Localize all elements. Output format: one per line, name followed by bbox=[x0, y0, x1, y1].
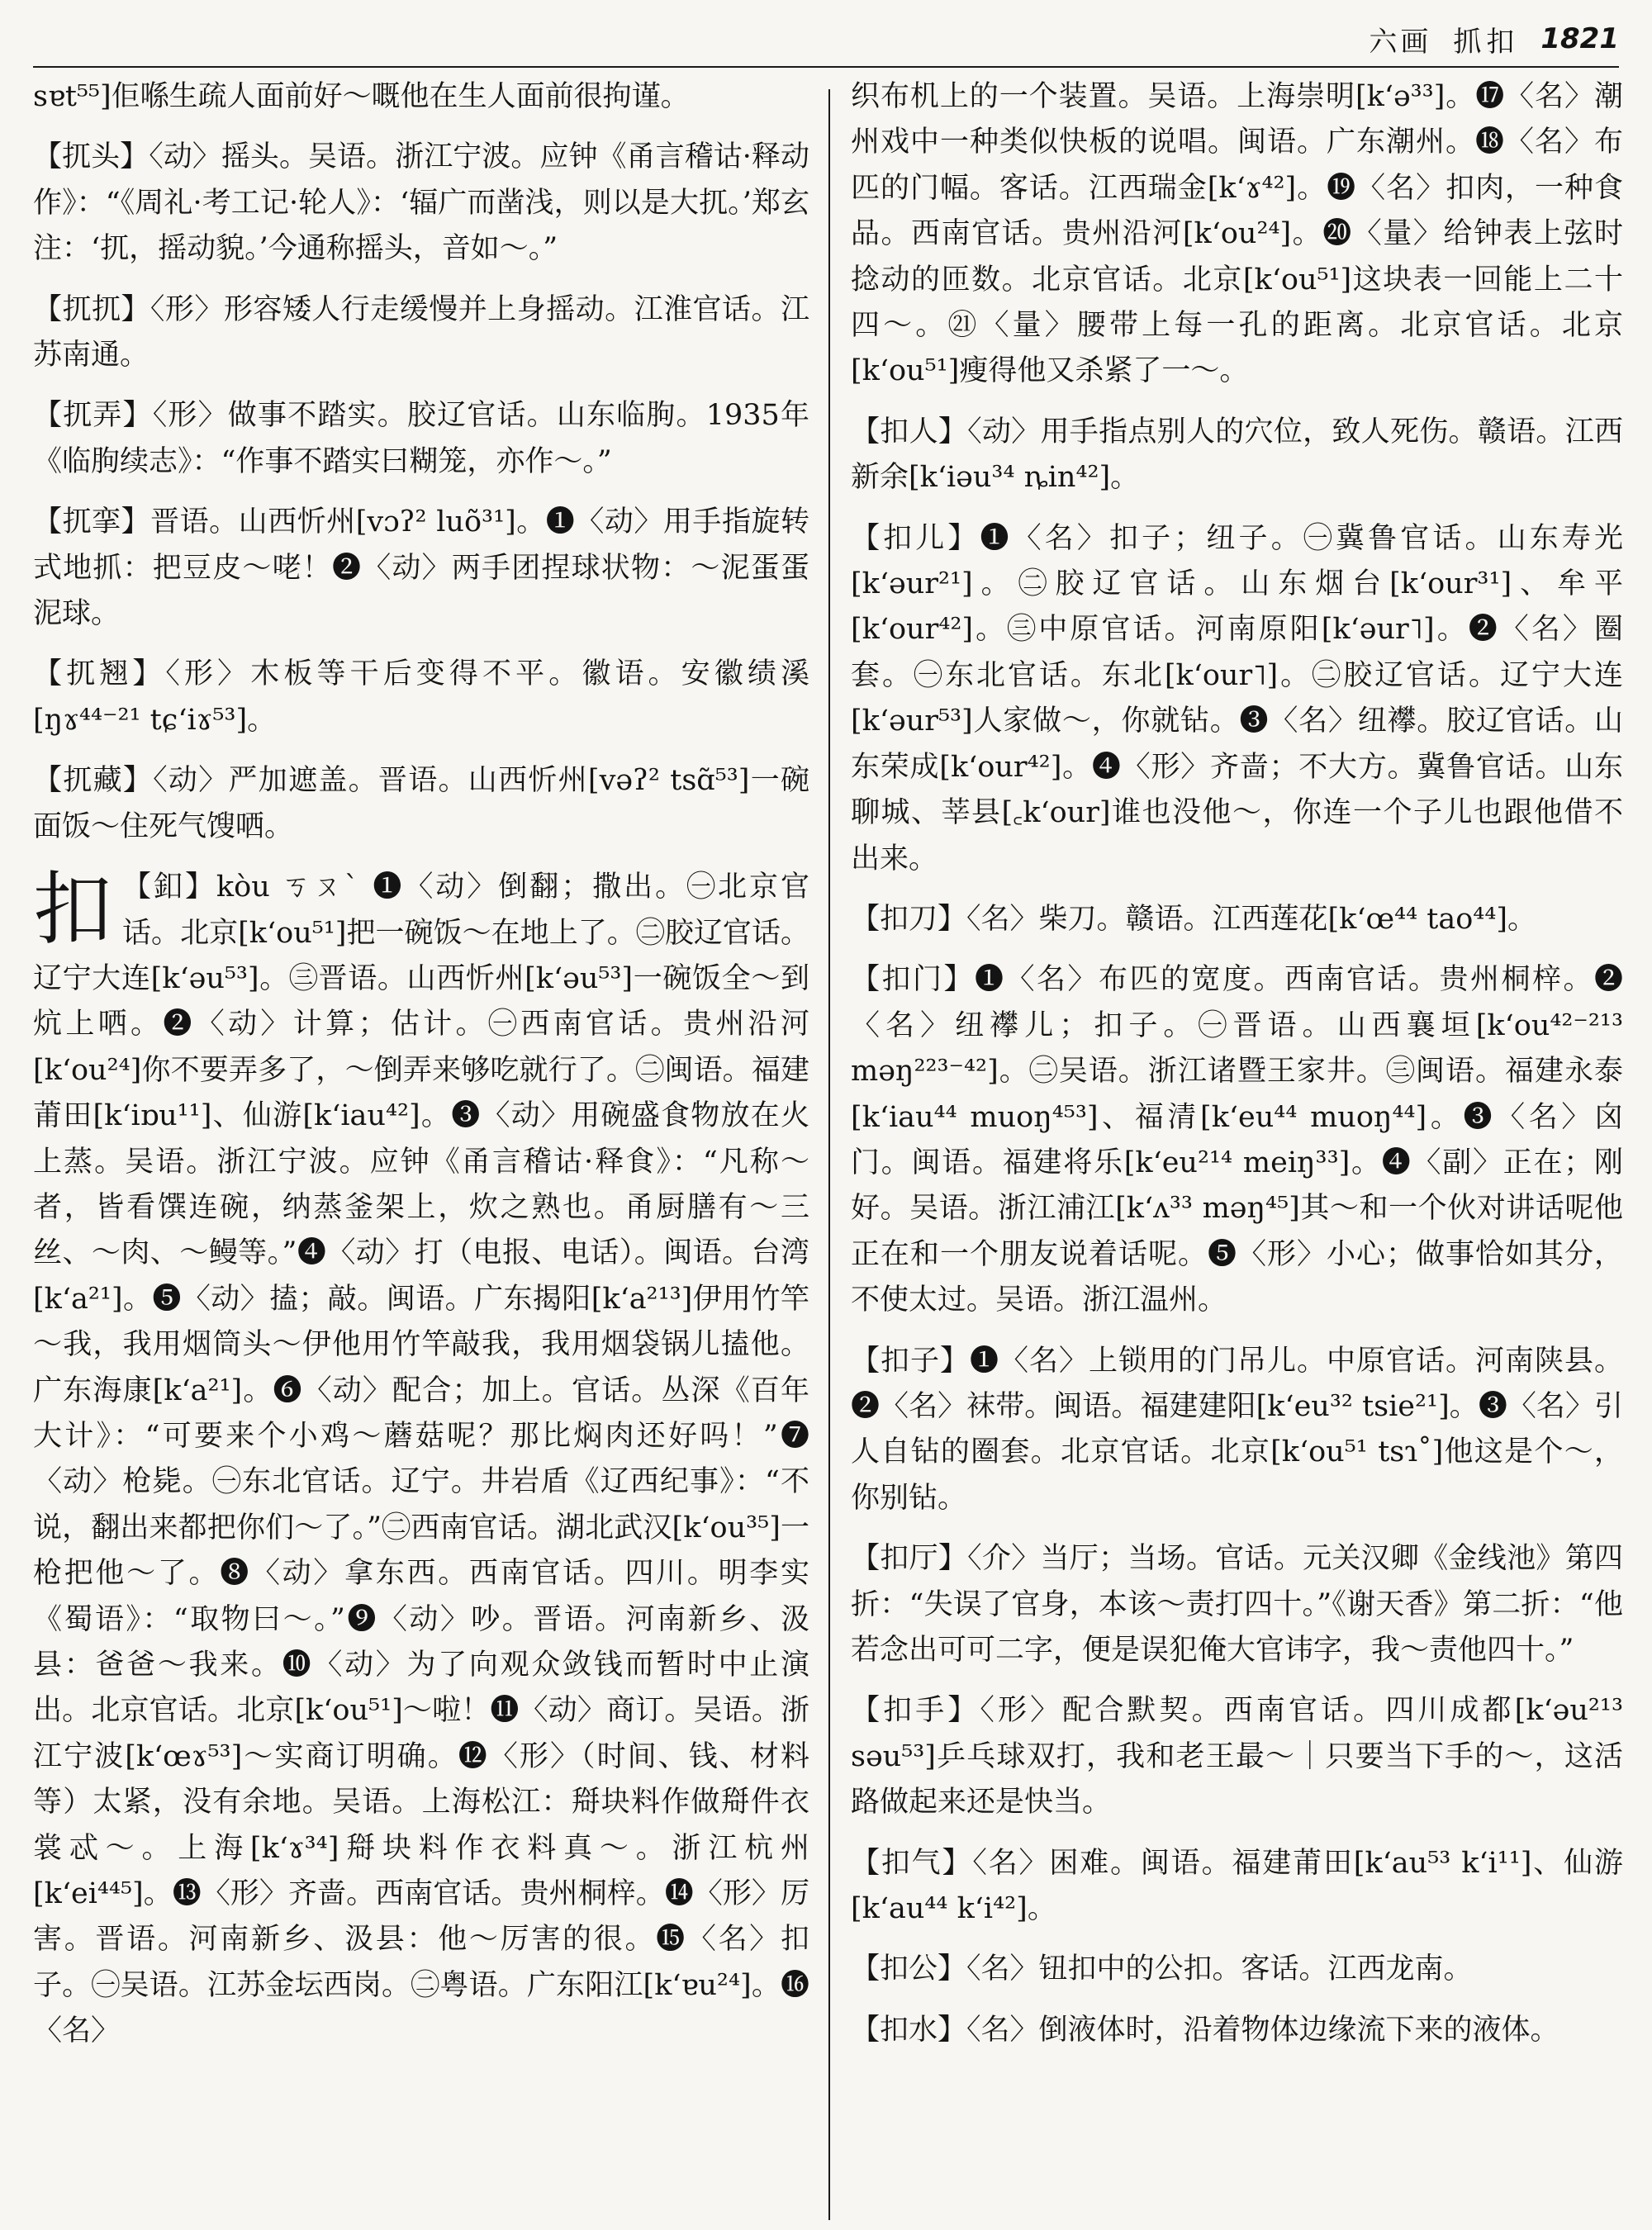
dictionary-entry: 【扣气】〈名〉困难。闽语。福建莆田[kʻau⁵³ kʻi¹¹]、仙游[kʻau⁴⁴ kʻi⁴²]。 bbox=[851, 1846, 1623, 1926]
dictionary-entry: 【扣子】❶〈名〉上锁用的门吊儿。中原官话。河南陕县。❷〈名〉袜带。闽语。福建建阳[kʻeu³² tsie²¹]。❸〈名〉引人自钻的圈套。北京官话。北京[kʻou⁵¹ tsɿ˚]他这是个～，你别钻。 bbox=[851, 1344, 1623, 1515]
dictionary-entry: 【扤头】〈动〉摇头。吴语。浙江宁波。应钟《甬言稽诂·释动作》：“《周礼·考工记·轮人》：‘辐广而凿浅，则以是大扤。’郑玄注：‘扤，摇动貌。’今通称摇头，音如～。” bbox=[33, 140, 809, 266]
head-character-definition: 【釦】kòu ㄎㄡˋ ❶〈动〉倒翻；撒出。㊀北京官话。北京[kʻou⁵¹]把一碗饭～在地上了。㊁胶辽官话。辽宁大连[kʻəu⁵³]。㊂晋语。山西忻州[kʻəu⁵³]一碗饭全～到炕上哂。❷〈动〉计算；估计。㊀西南官话。贵州沿河[kʻou²⁴]你不要弄多了，～倒弄来够吃就行了。㊁闽语。福建莆田[kʻiɒu¹¹]、仙游[kʻiau⁴²]。❸〈动〉用碗盛食物放在火上蒸。吴语。浙江宁波。应钟《甬言稽诂·释食》：“凡称～者，皆看馔连碗，纳蒸釜架上，炊之熟也。甬厨膳有～三丝、～肉、～鳗等。”❹〈动〉打（电报、电话）。闽语。台湾[kʻa²¹]。❺〈动〉搕；敲。闽语。广东揭阳[kʻa²¹³]伊用竹竿～我，我用烟筒头～伊他用竹竿敲我，我用烟袋锅儿搕他。广东海康[kʻa²¹]。❻〈动〉配合；加上。官话。丛深《百年大计》：“可要来个小鸡～蘑菇呢？那比焖肉还好吗！”❼〈动〉枪毙。㊀东北官话。辽宁。井岩盾《辽西纪事》：“不说，翻出来都把你们～了。”㊁西南官话。湖北武汉[kʻou³⁵]一枪把他～了。❽〈动〉拿东西。西南官话。四川。明李实《蜀语》：“取物曰～。”❾〈动〉吵。晋语。河南新乡、汲县：爸爸～我来。❿〈动〉为了向观众敛钱而暂时中止演出。北京官话。北京[kʻou⁵¹]～啦！⓫〈动〉商订。吴语。浙江宁波[kʻœɤ⁵³]～实商订明确。⓬〈形〉（时间、钱、材料等）太紧，没有余地。吴语。上海松江：搿块料作做搿件衣裳忒～。上海[kʻɤ³⁴]搿块料作衣料真～。浙江杭州[kʻei⁴⁴⁵]。⓭〈形〉齐啬。西南官话。贵州桐梓。⓮〈形〉厉害。晋语。河南新乡、汲县：他～厉害的很。⓯〈名〉扣子。㊀吴语。江苏金坛西岗。㊁粤语。广东阳江[kʻɐu²⁴]。⓰〈名〉 bbox=[33, 871, 809, 2048]
dictionary-entry: 【扤挛】晋语。山西忻州[vɔʔ² luõ³¹]。❶〈动〉用手指旋转式地抓：把豆皮～咾！❷〈动〉两手团捏球状物：～泥蛋蛋泥球。 bbox=[33, 505, 809, 631]
dictionary-entry: 【扣儿】❶〈名〉扣子；纽子。㊀冀鲁官话。山东寿光[kʻəur²¹]。㊁胶辽官话。山东烟台[kʻour³¹]、牟平[kʻour⁴²]。㊂中原官话。河南原阳[kʻəur˥]。❷〈名〉圈套。㊀东北官话。东北[kʻour˥]。㊁胶辽官话。辽宁大连[kʻəur⁵³]人家做～，你就钻。❸〈名〉纽襻。胶辽官话。山东荣成[kʻour⁴²]。❹〈形〉齐啬；不大方。冀鲁官话。山东聊城、莘县[꜀kʻour]谁也没他～，你连一个子儿也跟他借不出来。 bbox=[851, 521, 1623, 875]
dictionary-entry: 【扣手】〈形〉配合默契。西南官话。四川成都[kʻəu²¹³ səu⁵³]乒乓球双打，我和老王最～｜只要当下手的～，这活路做起来还是快当。 bbox=[851, 1694, 1623, 1820]
dictionary-entry: 【扤藏】〈动〉严加遮盖。晋语。山西忻州[vəʔ² tsɑ̃⁵³]一碗面饭～住死气馊哂。 bbox=[33, 764, 809, 843]
dictionary-entry: 【扣公】〈名〉钮扣中的公扣。客话。江西龙南。 bbox=[851, 1952, 1473, 1986]
dictionary-entry: 【扣门】❶〈名〉布匹的宽度。西南官话。贵州桐梓。❷〈名〉纽襻儿；扣子。㊀晋语。山西襄垣[kʻou⁴²⁻²¹³ məŋ²²³⁻⁴²]。㊁吴语。浙江诸暨王家井。㊂闽语。福建永泰[kʻiau⁴⁴ muoŋ⁴⁵³]、福清[kʻeu⁴⁴ muoŋ⁴⁴]。❸〈名〉囟门。闽语。福建将乐[kʻeu²¹⁴ meiŋ³³]。❹〈副〉正在；刚好。吴语。浙江浦江[kʻʌ³³ məŋ⁴⁵]其～和一个伙对讲话呢他正在和一个朋友说着话呢。❺〈形〉小心；做事恰如其分，不使太过。吴语。浙江温州。 bbox=[851, 963, 1623, 1317]
head-character: 扣 bbox=[33, 863, 112, 956]
right-column bbox=[851, 74, 1623, 2053]
dictionary-entry: 【扣刀】〈名〉柴刀。赣语。江西莲花[kʻœ⁴⁴ tao⁴⁴]。 bbox=[851, 902, 1537, 936]
dictionary-entry: 【扤弄】〈形〉做事不踏实。胶辽官话。山东临朐。1935年《临朐续志》：“作事不踏实曰糊笼，亦作～。” bbox=[33, 399, 809, 478]
column-divider bbox=[828, 89, 830, 2220]
dictionary-entry: 【扤扤】〈形〉形容矮人行走缓慢并上身摇动。江淮官话。江苏南通。 bbox=[33, 292, 809, 372]
page-number: 1821 bbox=[1540, 22, 1619, 55]
left-column bbox=[33, 74, 809, 2055]
head-characters: 抓扣 bbox=[1453, 25, 1520, 59]
page-header bbox=[1338, 15, 1619, 63]
header-rule bbox=[33, 66, 1619, 68]
dictionary-entry: 织布机上的一个装置。吴语。上海崇明[kʻə³³]。⓱〈名〉潮州戏中一种类似快板的说唱。闽语。广东潮州。⓲〈名〉布匹的门幅。客话。江西瑞金[kʻɤ⁴²]。⓳〈名〉扣肉，一种食品。西南官话。贵州沿河[kʻou²⁴]。⓴〈量〉给钟表上弦时捻动的匝数。北京官话。北京[kʻou⁵¹]这块表一回能上二十四～。㉑〈量〉腰带上每一孔的距离。北京官话。北京[kʻou⁵¹]瘦得他又杀紧了一～。 bbox=[851, 80, 1623, 388]
dictionary-entry: sɐt⁵⁵]佢喺生疏人面前好～嘅他在生人面前很拘谨。 bbox=[33, 80, 690, 113]
dictionary-entry: 【扣水】〈名〉倒液体时，沿着物体边缘流下来的液体。 bbox=[851, 2013, 1559, 2047]
head-character-entry bbox=[33, 865, 809, 2055]
dictionary-entry: 【扣人】〈动〉用手指点别人的穴位，致人死伤。赣语。江西新余[kʻiəu³⁴ ȵin⁴²]。 bbox=[851, 415, 1623, 495]
dictionary-entry: 【扤翘】〈形〉木板等干后变得不平。徽语。安徽绩溪[ŋɤ⁴⁴⁻²¹ tɕʻiɤ⁵³]。 bbox=[33, 657, 809, 737]
dictionary-entry: 【扣厅】〈介〉当厅；当场。官话。元关汉卿《金线池》第四折：“失误了官身，本该～责打四十。”《谢天香》第二折：“他若念出可可二字，便是误犯俺大官讳字，我～责他四十。” bbox=[851, 1542, 1623, 1667]
stroke-count-label: 六画 bbox=[1369, 25, 1432, 59]
